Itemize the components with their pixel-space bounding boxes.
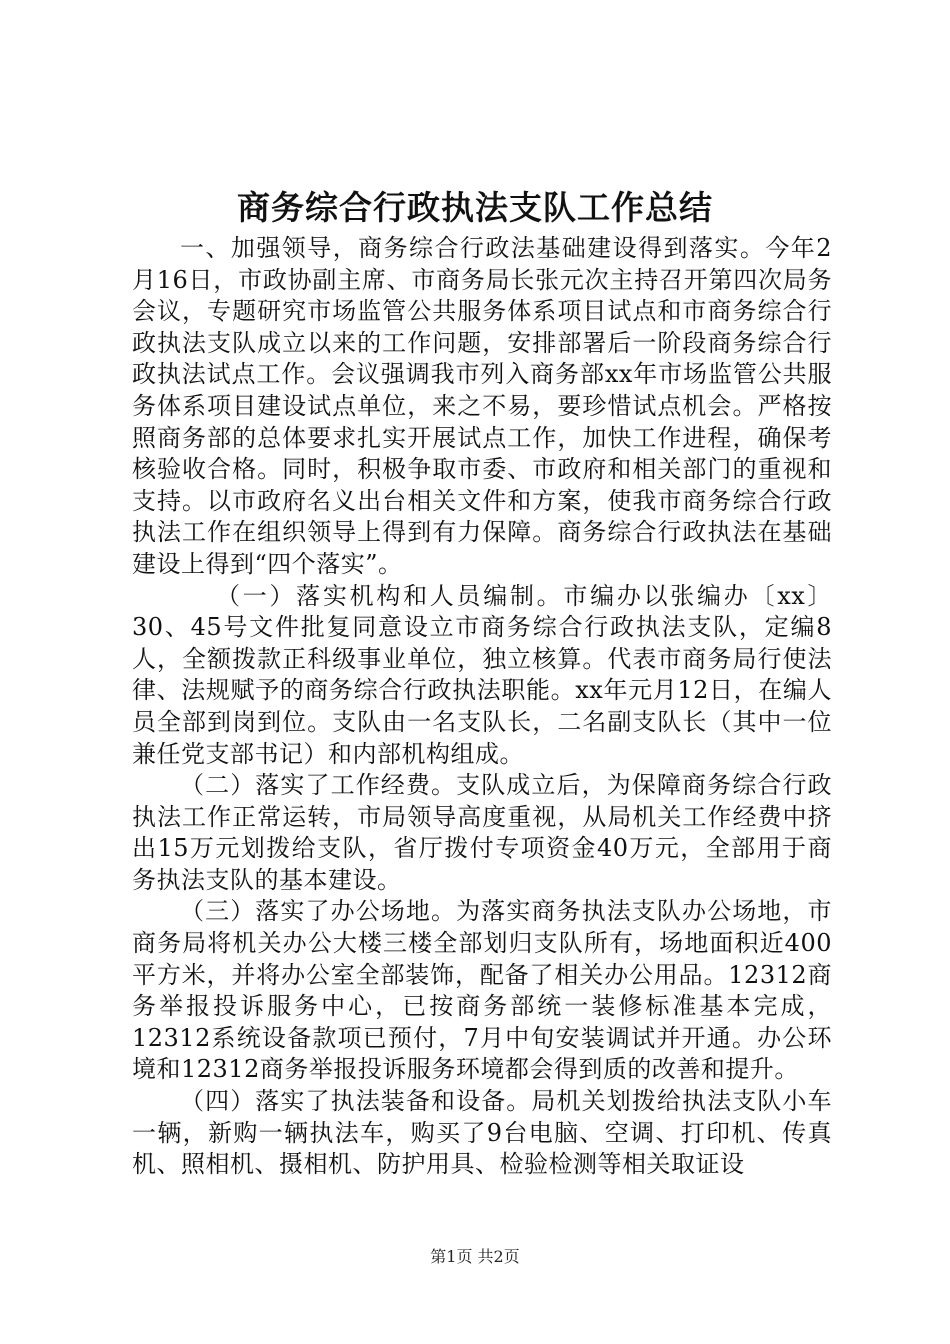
document-body: [132, 233, 832, 1181]
paragraph-2: （一）落实机构和人员编制。市编办以张编办〔xx〕30、45号文件批复同意设立市商务综合行政执法支队，定编8人，全额拨款正科级事业单位，独立核算。代表市商务局行使法律、法规赋予的商务综合行政执法职能。xx年元月12日，在编人员全部到岗到位。支队由一名支队长，二名副支队长（其中一位兼任党支部书记）和内部机构组成。: [132, 581, 832, 768]
paragraph-3: （二）落实了工作经费。支队成立后，为保障商务综合行政执法工作正常运转，市局领导高度重视，从局机关工作经费中挤出15万元划拨给支队，省厅拨付专项资金40万元，全部用于商务执法支队的基本建设。: [132, 771, 832, 894]
paragraph-4: （三）落实了办公场地。为落实商务执法支队办公场地，市商务局将机关办公大楼三楼全部划归支队所有，场地面积近400平方米，并将办公室全部装饰，配备了相关办公用品。12312商务举报投诉服务中心，已按商务部统一装修标准基本完成，12312系统设备款项已预付，7月中旬安装调试并开通。办公环境和12312商务举报投诉服务环境都会得到质的改善和提升。: [132, 897, 832, 1084]
paragraph-1: 一、加强领导，商务综合行政法基础建设得到落实。今年2月16日，市政协副主席、市商务局长张元次主持召开第四次局务会议，专题研究市场监管公共服务体系项目试点和市商务综合行政执法支队成立以来的工作问题，安排部署后一阶段商务综合行政执法试点工作。会议强调我市列入商务部xx年市场监管公共服务体系项目建设试点单位，来之不易，要珍惜试点机会。严格按照商务部的总体要求扎实开展试点工作，加快工作进程，确保考核验收合格。同时，积极争取市委、市政府和相关部门的重视和支持。以市政府名义出台相关文件和方案，使我市商务综合行政执法工作在组织领导上得到有力保障。商务综合行政执法在基础建设上得到“四个落实”。: [132, 234, 832, 578]
paragraph-5: （四）落实了执法装备和设备。局机关划拨给执法支队小车一辆，新购一辆执法车，购买了9台电脑、空调、打印机、传真机、照相机、摄相机、防护用具、检验检测等相关取证设: [132, 1087, 832, 1179]
page-footer: 第1页 共2页: [430, 1247, 520, 1266]
document-title: 商务综合行政执法支队工作总结: [237, 188, 713, 227]
